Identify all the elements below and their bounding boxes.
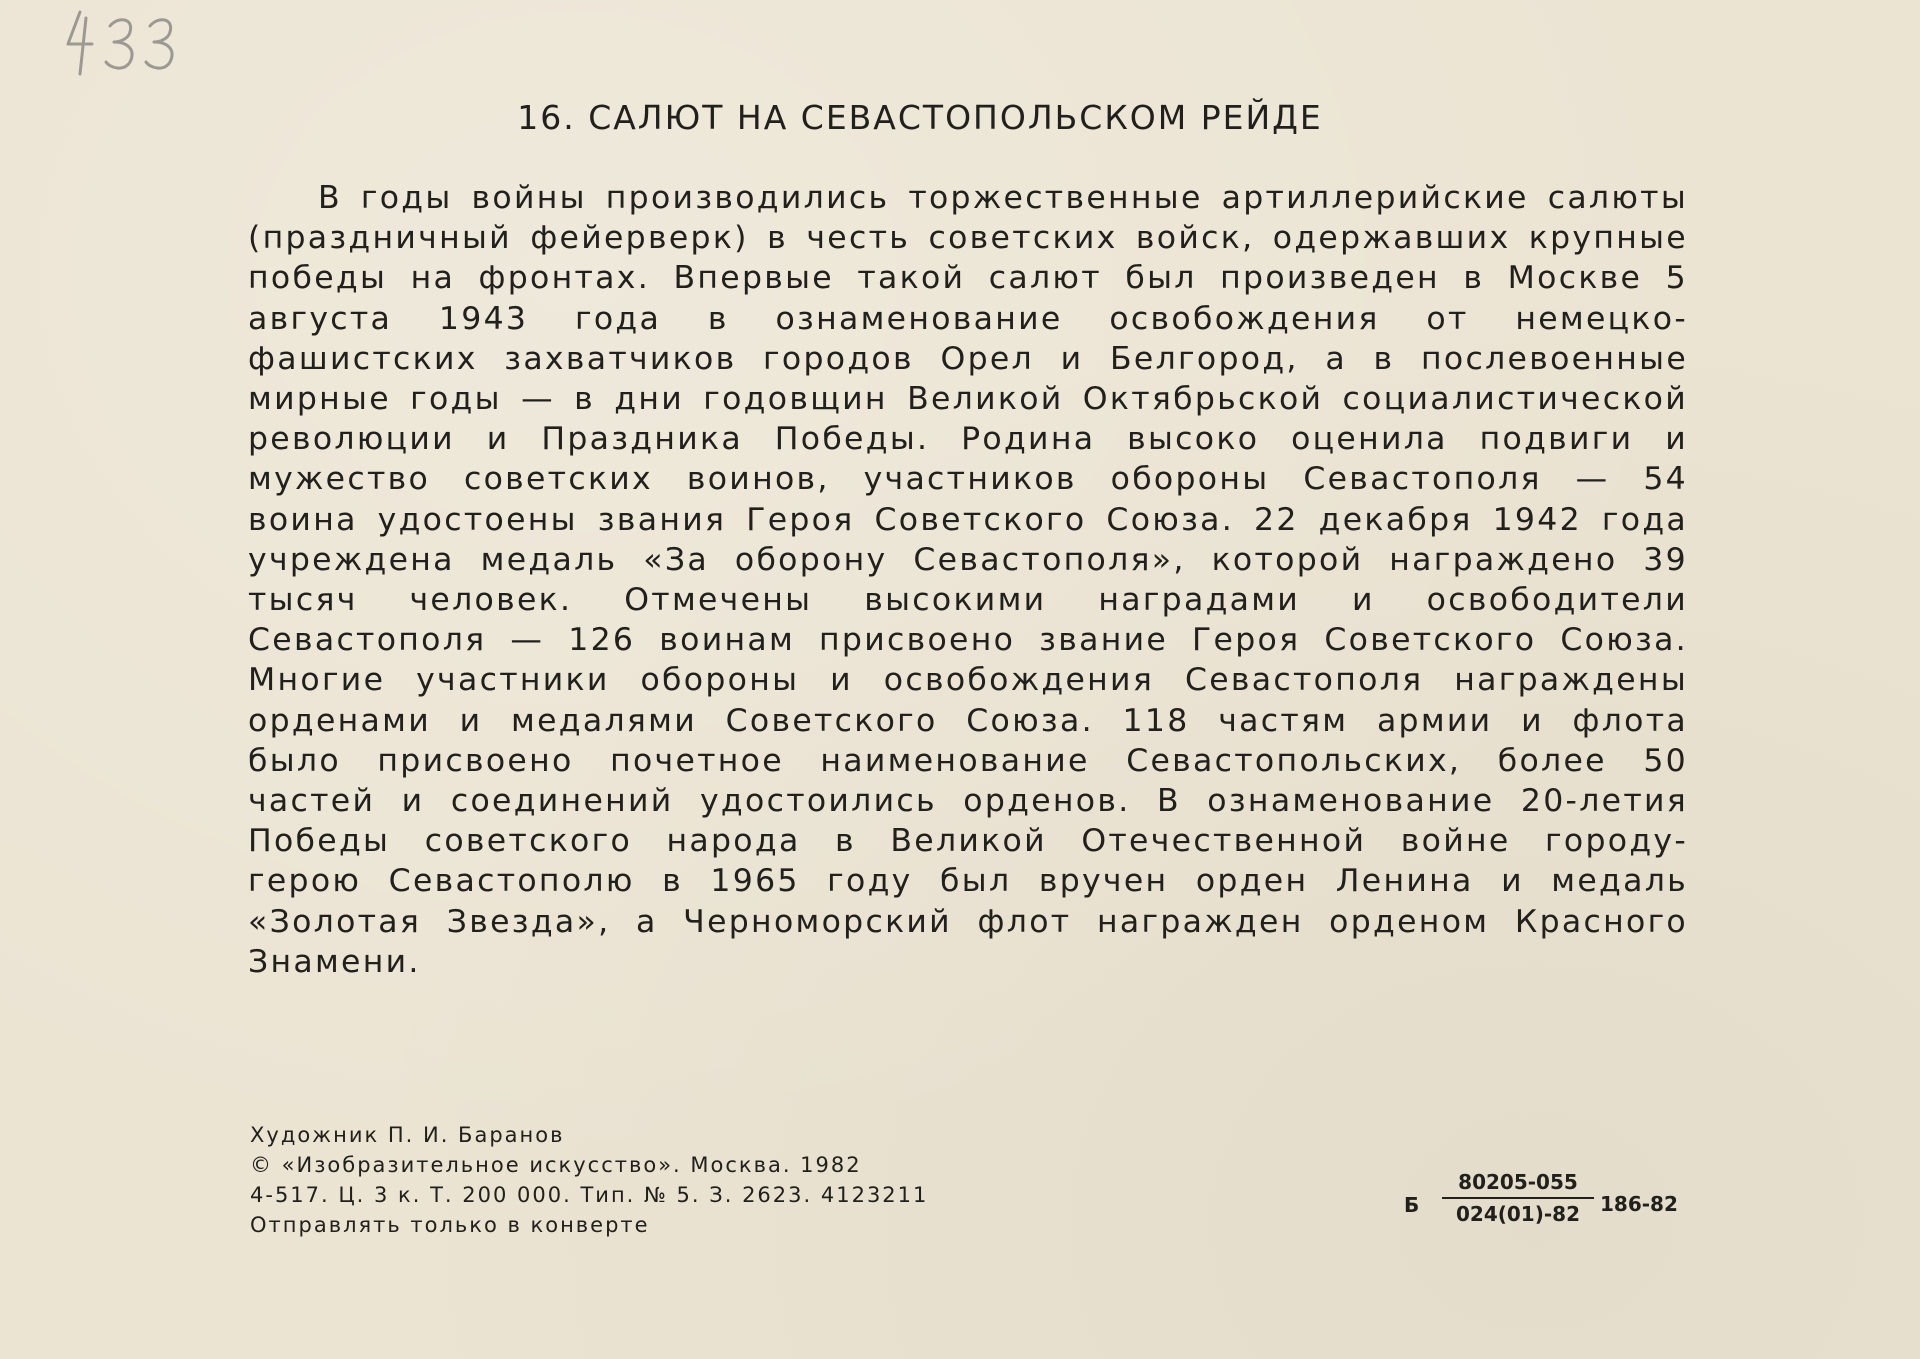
body-paragraph: В годы войны производились торжественные артиллерийские салюты (праздничный фейерверк) в честь советских войск, одержавших крупные победы на фронтах. Впервые такой салют был произведен в Москве 5 августа 1943 года в ознаменование освобождения от немецко-фашистских захватчиков городов Орел и Белгород, а в послевоенные мирные годы — в дни годовщин Великой Октябрьской социалистической революции и Праздника Победы. Родина высоко оценила подвиги и мужество советских воинов, участников обороны Севастополя — 54 воина удостоены звания Героя Советского Союза. 22 декабря 1942 года учреждена медаль «За оборону Севастополя», которой награждено 39 тысяч человек. Отмечены высокими наградами и освободители Севастополя — 126 воинам присвоено звание Героя Советского Союза. Многие участники обороны и освобождения Севастополя награждены орденами и медалями Советского Союза. 118 частям армии и флота было присвоено почетное наименование Севастопольских, более 50 частей и соединений удостоились орденов. В ознаменование 20-летия Победы советского народа в Великой Отечественной войне городу-герою Севастополю в 1965 году был вручен орден Ленина и медаль «Золотая Звезда», а Черноморский флот награжден орденом Красного Знамени. bbox=[248, 180, 1688, 980]
index-prefix: Б bbox=[1404, 1193, 1420, 1217]
index-denominator: 024(01)-82 bbox=[1456, 1202, 1580, 1226]
mailing-note: Отправлять только в конверте bbox=[250, 1213, 650, 1237]
artist-credit: Художник П. И. Баранов bbox=[250, 1123, 565, 1147]
index-numerator: 80205-055 bbox=[1442, 1170, 1594, 1199]
imprint-block bbox=[250, 1120, 928, 1240]
publisher-line: © «Изобразительное искусство». Москва. 1982 bbox=[250, 1153, 862, 1177]
handwritten-number-drawing bbox=[58, 4, 188, 84]
print-info: 4-517. Ц. 3 к. Т. 200 000. Тип. № 5. З. 2623. 4123211 bbox=[250, 1183, 929, 1207]
index-suffix: 186-82 bbox=[1600, 1192, 1678, 1216]
handwritten-number bbox=[58, 4, 188, 84]
card-title: 16. САЛЮТ НА СЕВАСТОПОЛЬСКОМ РЕЙДЕ bbox=[517, 98, 1323, 137]
index-fraction bbox=[1442, 1170, 1594, 1226]
